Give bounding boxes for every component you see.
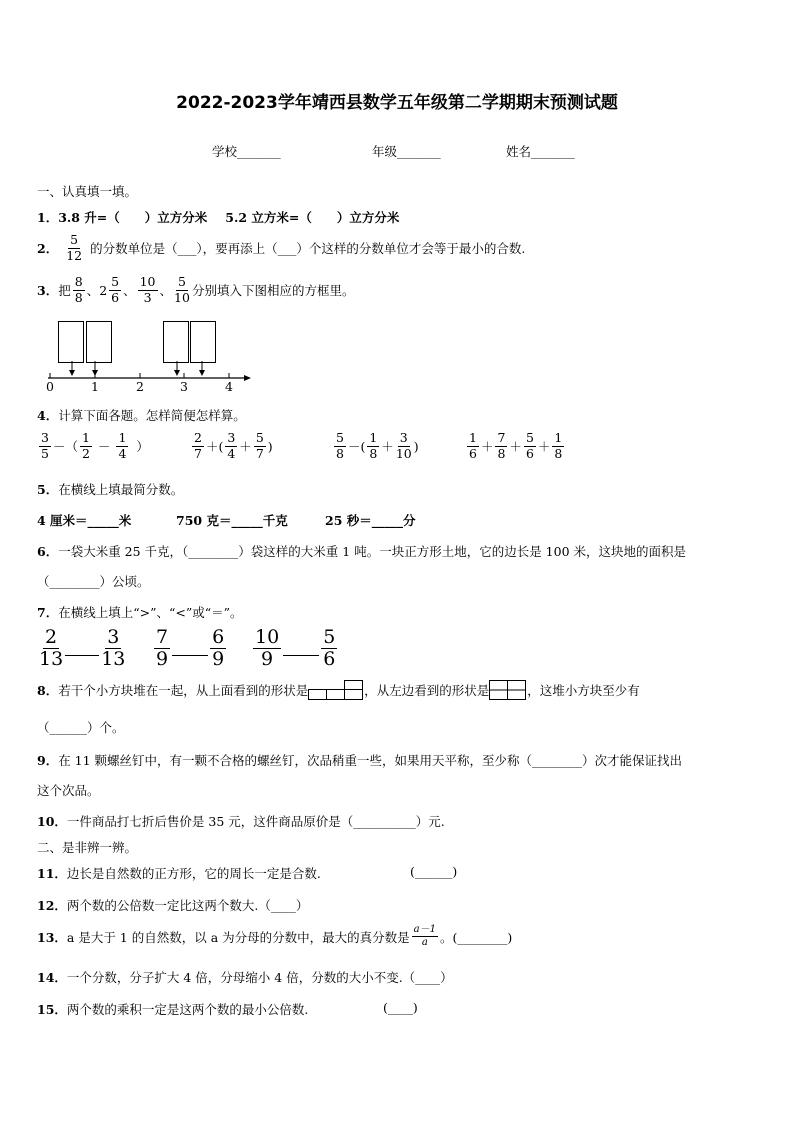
q8-text-1: 若干个小方块堆在一起，从上面看到的形状是 <box>58 683 309 698</box>
compare-blank <box>172 655 208 656</box>
question-number: 4． <box>37 408 59 423</box>
question-number: 7． <box>37 605 59 620</box>
q4-text: 计算下面各题。怎样简便怎样算。 <box>58 408 246 423</box>
q5-text: 在横线上填最简分数。 <box>58 482 184 497</box>
arrow-down-icon <box>92 370 98 376</box>
q10-text[interactable]: 一件商品打七折后售价是 35 元，这件商品原价是（__________）元. <box>66 814 445 829</box>
section-1-heading: 一、认真填一填。 <box>37 184 138 199</box>
q13-fraction: $\frac{a-1}{a}$ <box>413 924 436 948</box>
q2-fraction: $\frac{5}{12}$ <box>66 232 83 263</box>
answer-box-3[interactable] <box>163 321 189 363</box>
question-13 <box>37 925 512 948</box>
q3-fraction-4: $\frac{5}{10}$ <box>174 274 190 305</box>
q3-pre: 把 <box>58 283 71 298</box>
q1-part-a[interactable]: 3.8 升=（ ）立方分米 <box>58 210 208 225</box>
question-number: 11． <box>37 866 67 881</box>
q14-text[interactable]: 一个分数，分子扩大 4 倍，分母缩小 4 倍，分数的大小不变.（____） <box>66 970 453 985</box>
tick-label: 4 <box>225 379 233 394</box>
q3-fraction-1: $\frac{8}{8}$ <box>74 274 83 305</box>
answer-box-4[interactable] <box>190 321 216 363</box>
q11-answer[interactable]: (______) <box>410 864 458 879</box>
arrow-head-icon <box>244 375 251 381</box>
q7-pair-3[interactable]: $\frac{10}{9}$ $\frac{5}{6}$ <box>255 626 336 670</box>
question-number: 12． <box>37 898 67 913</box>
arrow-down-icon <box>69 370 75 376</box>
question-15 <box>37 1000 308 1018</box>
arrow-down-icon <box>199 370 205 376</box>
school-field[interactable]: 学校_______ <box>212 144 281 159</box>
question-9 <box>37 751 682 769</box>
separator: 、 <box>159 283 173 298</box>
q4-expression-3: $\frac{5}{8}$ －( $\frac{1}{8}$ ＋ $\frac{3}{10}$ ) <box>336 430 419 461</box>
question-11 <box>37 864 321 882</box>
q5-part-b[interactable]: 750 克＝_____千克 <box>176 513 288 528</box>
question-number: 5． <box>37 482 59 497</box>
q5-part-c[interactable]: 25 秒＝_____分 <box>325 513 416 528</box>
answer-box-1[interactable] <box>58 321 84 363</box>
q4-expression-2: $\frac{2}{7}$ ＋( $\frac{3}{4}$ ＋ $\frac{5}{7}$ ) <box>194 430 273 461</box>
question-number: 15． <box>37 1002 67 1017</box>
q4-expression-1: $\frac{3}{5}$ －（ $\frac{1}{2}$ － $\frac{1}{4}$ ） <box>41 430 149 461</box>
q9-line-1[interactable]: 在 11 颗螺丝钉中，有一颗不合格的螺丝钉，次品稍重一些，如果用天平称，至少称（________）次才能保证找出 <box>58 753 683 768</box>
q4-expression-4: $\frac{1}{6}$ ＋ $\frac{7}{8}$ ＋ $\frac{5}{6}$ ＋ $\frac{1}{8}$ <box>469 430 563 461</box>
q9-line-2: 这个次品。 <box>37 783 100 798</box>
q2-text[interactable]: 的分数单位是（___），要再添上（___）个这样的分数单位才会等于最小的合数. <box>90 241 526 256</box>
q6-line-1[interactable]: 一袋大米重 25 千克，（________）袋这样的大米重 1 吨。一块正方形土地，它的边长是 100 米，这块地的面积是 <box>58 544 687 559</box>
question-2 <box>37 234 525 262</box>
q7-text: 在横线上填上“>”、“<”或“＝”。 <box>58 605 243 620</box>
question-14 <box>37 968 453 986</box>
q7-pair-1[interactable]: $\frac{2}{13}$ $\frac{3}{13}$ <box>39 626 126 670</box>
question-7 <box>37 603 243 621</box>
q3-post: 分别填入下图相应的方框里。 <box>191 283 355 298</box>
question-1 <box>37 208 399 226</box>
question-number: 13． <box>37 929 67 945</box>
q8-text-2: ，从左边看到的形状是 <box>364 683 490 698</box>
separator: 、 <box>86 283 100 298</box>
q3-fraction-2: $\frac{5}{6}$ <box>111 274 120 305</box>
question-number: 6． <box>37 544 59 559</box>
q13-answer[interactable]: 。(________) <box>439 929 513 945</box>
q15-text: 两个数的乘积一定是这两个数的最小公倍数. <box>66 1002 309 1017</box>
question-4 <box>37 406 246 424</box>
left-view-shape <box>489 680 527 700</box>
page-title: 2022-2023学年靖西县数学五年级第二学期期末预测试题 <box>176 93 618 113</box>
tick-label: 3 <box>180 379 188 394</box>
compare-blank <box>65 655 99 656</box>
top-view-shape <box>308 680 364 700</box>
section-2-heading: 二、是非辨一辨。 <box>37 840 138 855</box>
question-10 <box>37 812 445 830</box>
question-5 <box>37 480 183 498</box>
q13-text: a 是大于 1 的自然数，以 a 为分母的分数中，最大的真分数是 <box>66 929 410 945</box>
q11-text: 边长是自然数的正方形，它的周长一定是合数. <box>66 866 321 881</box>
q7-pair-2[interactable]: $\frac{7}{9}$ $\frac{6}{9}$ <box>156 626 225 670</box>
name-field[interactable]: 姓名_______ <box>506 144 575 159</box>
q12-text[interactable]: 两个数的公倍数一定比这两个数大.（____） <box>66 898 309 913</box>
compare-blank <box>283 655 319 656</box>
question-number: 2． <box>37 241 59 256</box>
question-number: 3． <box>37 283 59 298</box>
separator: 、 <box>123 283 136 298</box>
q6-line-2[interactable]: （________）公顷。 <box>37 574 150 589</box>
question-12 <box>37 896 308 914</box>
q15-answer[interactable]: (____) <box>383 1000 418 1015</box>
question-6 <box>37 542 686 560</box>
q1-part-b[interactable]: 5.2 立方米=（ ）立方分米 <box>225 210 400 225</box>
question-3 <box>37 276 354 304</box>
tick-label: 0 <box>46 379 54 394</box>
question-number: 1． <box>37 210 59 225</box>
q8-line-2[interactable]: （______）个。 <box>37 720 125 735</box>
arrow-down-icon <box>174 370 180 376</box>
grade-field[interactable]: 年级_______ <box>372 144 441 159</box>
q3-fraction-3: $\frac{10}{3}$ <box>139 274 156 305</box>
tick-label: 2 <box>136 379 144 394</box>
q5-part-a[interactable]: 4 厘米＝_____米 <box>37 513 132 528</box>
tick-label: 1 <box>91 379 99 394</box>
question-number: 8． <box>37 683 59 698</box>
q8-text-3: ，这堆小方块至少有 <box>527 683 640 698</box>
question-number: 9． <box>37 753 59 768</box>
answer-box-2[interactable] <box>86 321 112 363</box>
question-number: 10． <box>37 814 67 829</box>
question-number: 14． <box>37 970 67 985</box>
q3-mixed-whole: 2 <box>99 282 108 298</box>
question-8 <box>37 680 640 700</box>
